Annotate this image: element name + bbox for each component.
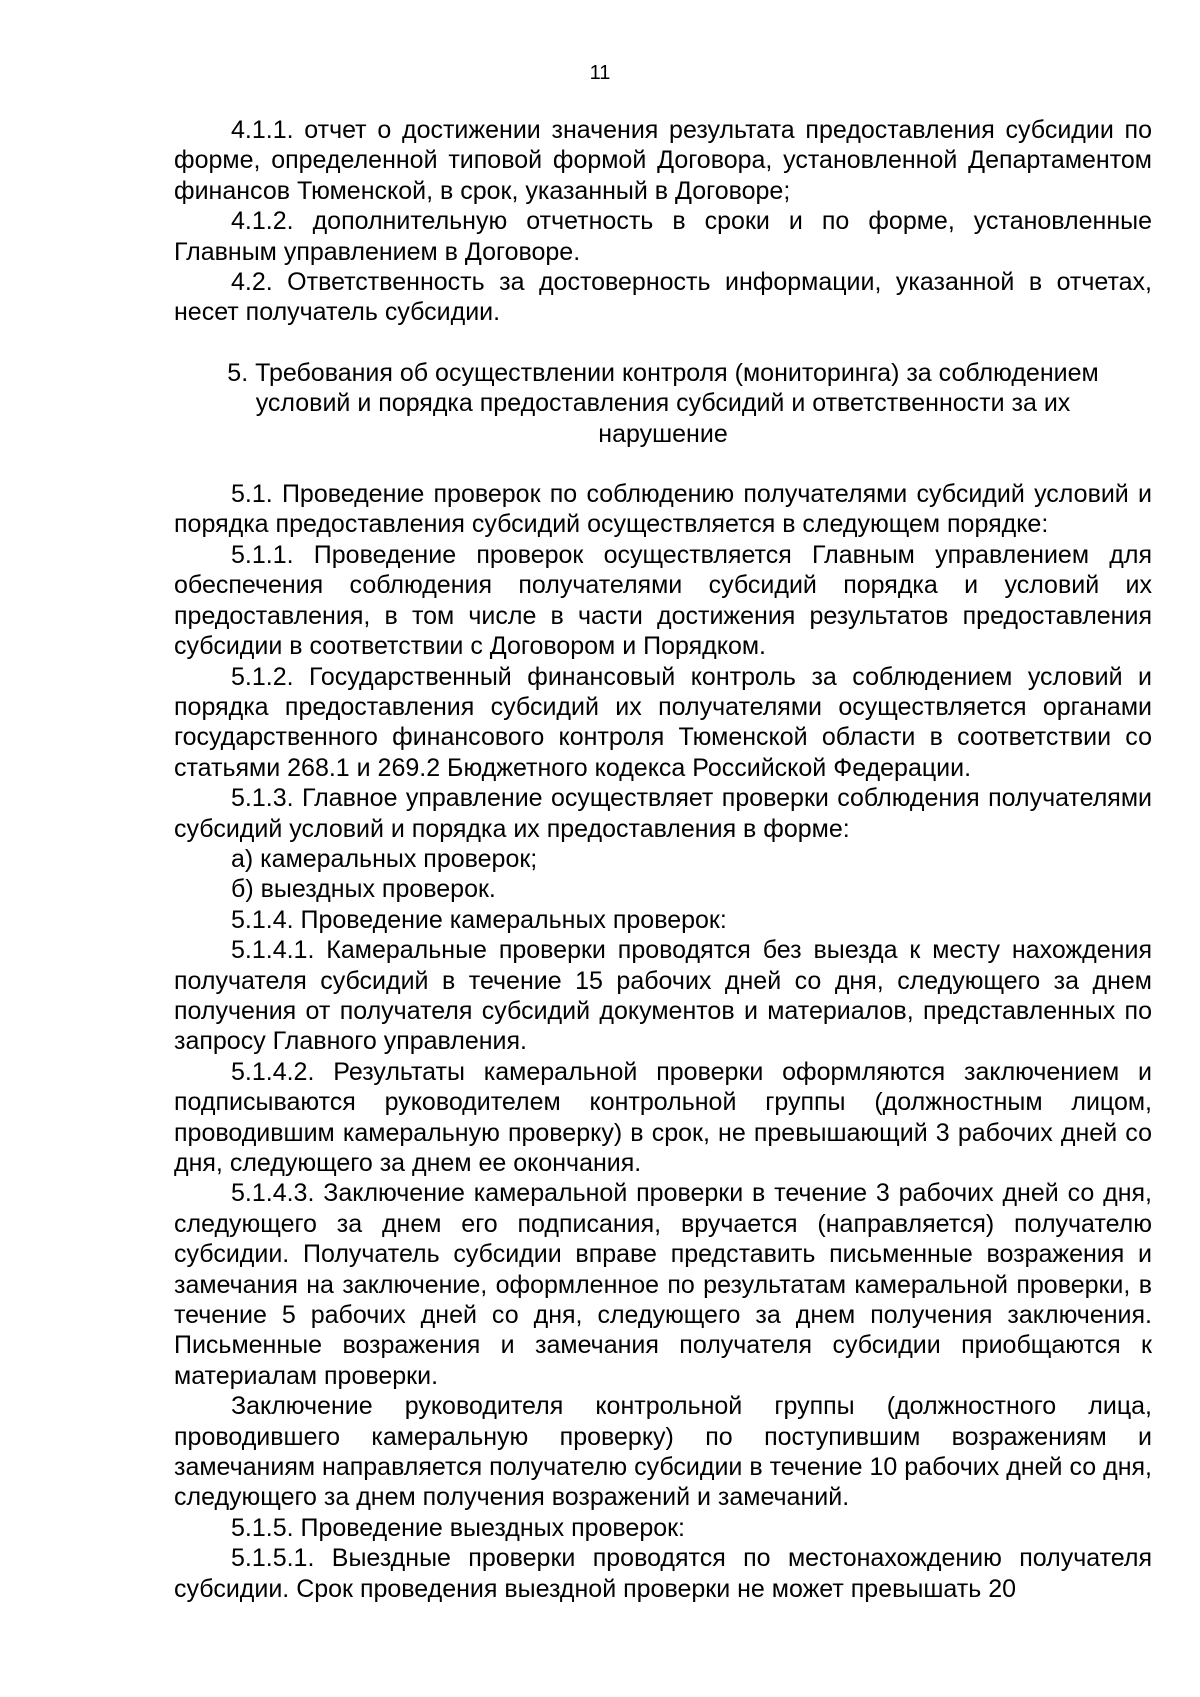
paragraph-4-2: 4.2. Ответственность за достоверность информации, указанной в отчетах, несет получатель субсидии. xyxy=(174,268,1152,327)
list-item-b: б) выездных проверок. xyxy=(231,875,496,904)
section-5-heading-line-1: 5. Требования об осуществлении контроля (мониторинга) за соблюдением xyxy=(227,358,1099,387)
section-5-heading xyxy=(174,358,1152,449)
paragraph-5-1-3: 5.1.3. Главное управление осуществляет проверки соблюдения получателями субсидий условий и порядка их предоставления в форме: xyxy=(174,784,1152,843)
paragraph-5-1-2: 5.1.2. Государственный финансовый контроль за соблюдением условий и порядка предоставления субсидий их получателями осуществляется органами государственного финансового контроля Тюменской области в соответствии со статьями 268.1 и 269.2 Бюджетного кодекса Российской Федерации. xyxy=(174,662,1152,782)
paragraph-5-1-5-1: 5.1.5.1. Выездные проверки проводятся по местонахождению получателя субсидии. Срок проведения выездной проверки не может превышать 20 xyxy=(174,1544,1152,1603)
paragraph-5-1-4: 5.1.4. Проведение камеральных проверок: xyxy=(231,905,727,934)
paragraph-5-1-4-3: 5.1.4.3. Заключение камеральной проверки в течение 3 рабочих дней со дня, следующего за днем его подписания, вручается (направляется) получателю субсидии. Получатель субсидии вправе представить письменные возражения и замечания на заключение, оформленное по результатам камеральной проверки, в течение 5 рабочих дней со дня, следующего за днем получения заключения. Письменные возражения и замечания получателя субсидии приобщаются к материалам проверки. xyxy=(174,1179,1152,1390)
section-5-heading-line-3: нарушение xyxy=(598,419,728,448)
paragraph-5-1-4-2: 5.1.4.2. Результаты камеральной проверки оформляются заключением и подписываются руководителем контрольной группы (должностным лицом, проводившим камеральную проверку) в срок, не превышающий 3 рабочих дней со дня, следующего за днем ее окончания. xyxy=(174,1057,1152,1177)
paragraph-5-1: 5.1. Проведение проверок по соблюдению получателями субсидий условий и порядка предоставления субсидий осуществляется в следующем порядке: xyxy=(174,480,1152,539)
paragraph-5-1-4-1: 5.1.4.1. Камеральные проверки проводятся без выезда к месту нахождения получателя субсидий в течение 15 рабочих дней со дня, следующего за днем получения от получателя субсидий документов и материалов, представленных по запросу Главного управления. xyxy=(174,936,1152,1056)
page-number: 11 xyxy=(589,62,611,84)
paragraph-5-1-1: 5.1.1. Проведение проверок осуществляется Главным управлением для обеспечения соблюдения получателями субсидий порядка и условий их предоставления, в том числе в части достижения результатов предоставления субсидии в соответствии с Договором и Порядком. xyxy=(174,540,1152,661)
document-body xyxy=(174,115,1152,1604)
paragraph-4-1-2: 4.1.2. дополнительную отчетность в сроки и по форме, установленные Главным управлением в Договоре. xyxy=(174,207,1152,266)
paragraph-conclusion-objections: Заключение руководителя контрольной группы (должностного лица, проводившего камеральную проверку) по поступившим возражениям и замечаниям направляется получателю субсидии в течение 10 рабочих дней со дня, следующего за днем получения возражений и замечаний. xyxy=(174,1392,1152,1512)
list-item-a: а) камеральных проверок; xyxy=(231,844,538,873)
section-5-heading-line-2: условий и порядка предоставления субсидий и ответственности за их xyxy=(255,389,1071,418)
paragraph-4-1-1: 4.1.1. отчет о достижении значения результата предоставления субсидии по форме, определенной типовой формой Договора, установленной Департаментом финансов Тюменской, в срок, указанный в Договоре; xyxy=(174,116,1152,205)
paragraph-5-1-5: 5.1.5. Проведение выездных проверок: xyxy=(231,1513,686,1542)
